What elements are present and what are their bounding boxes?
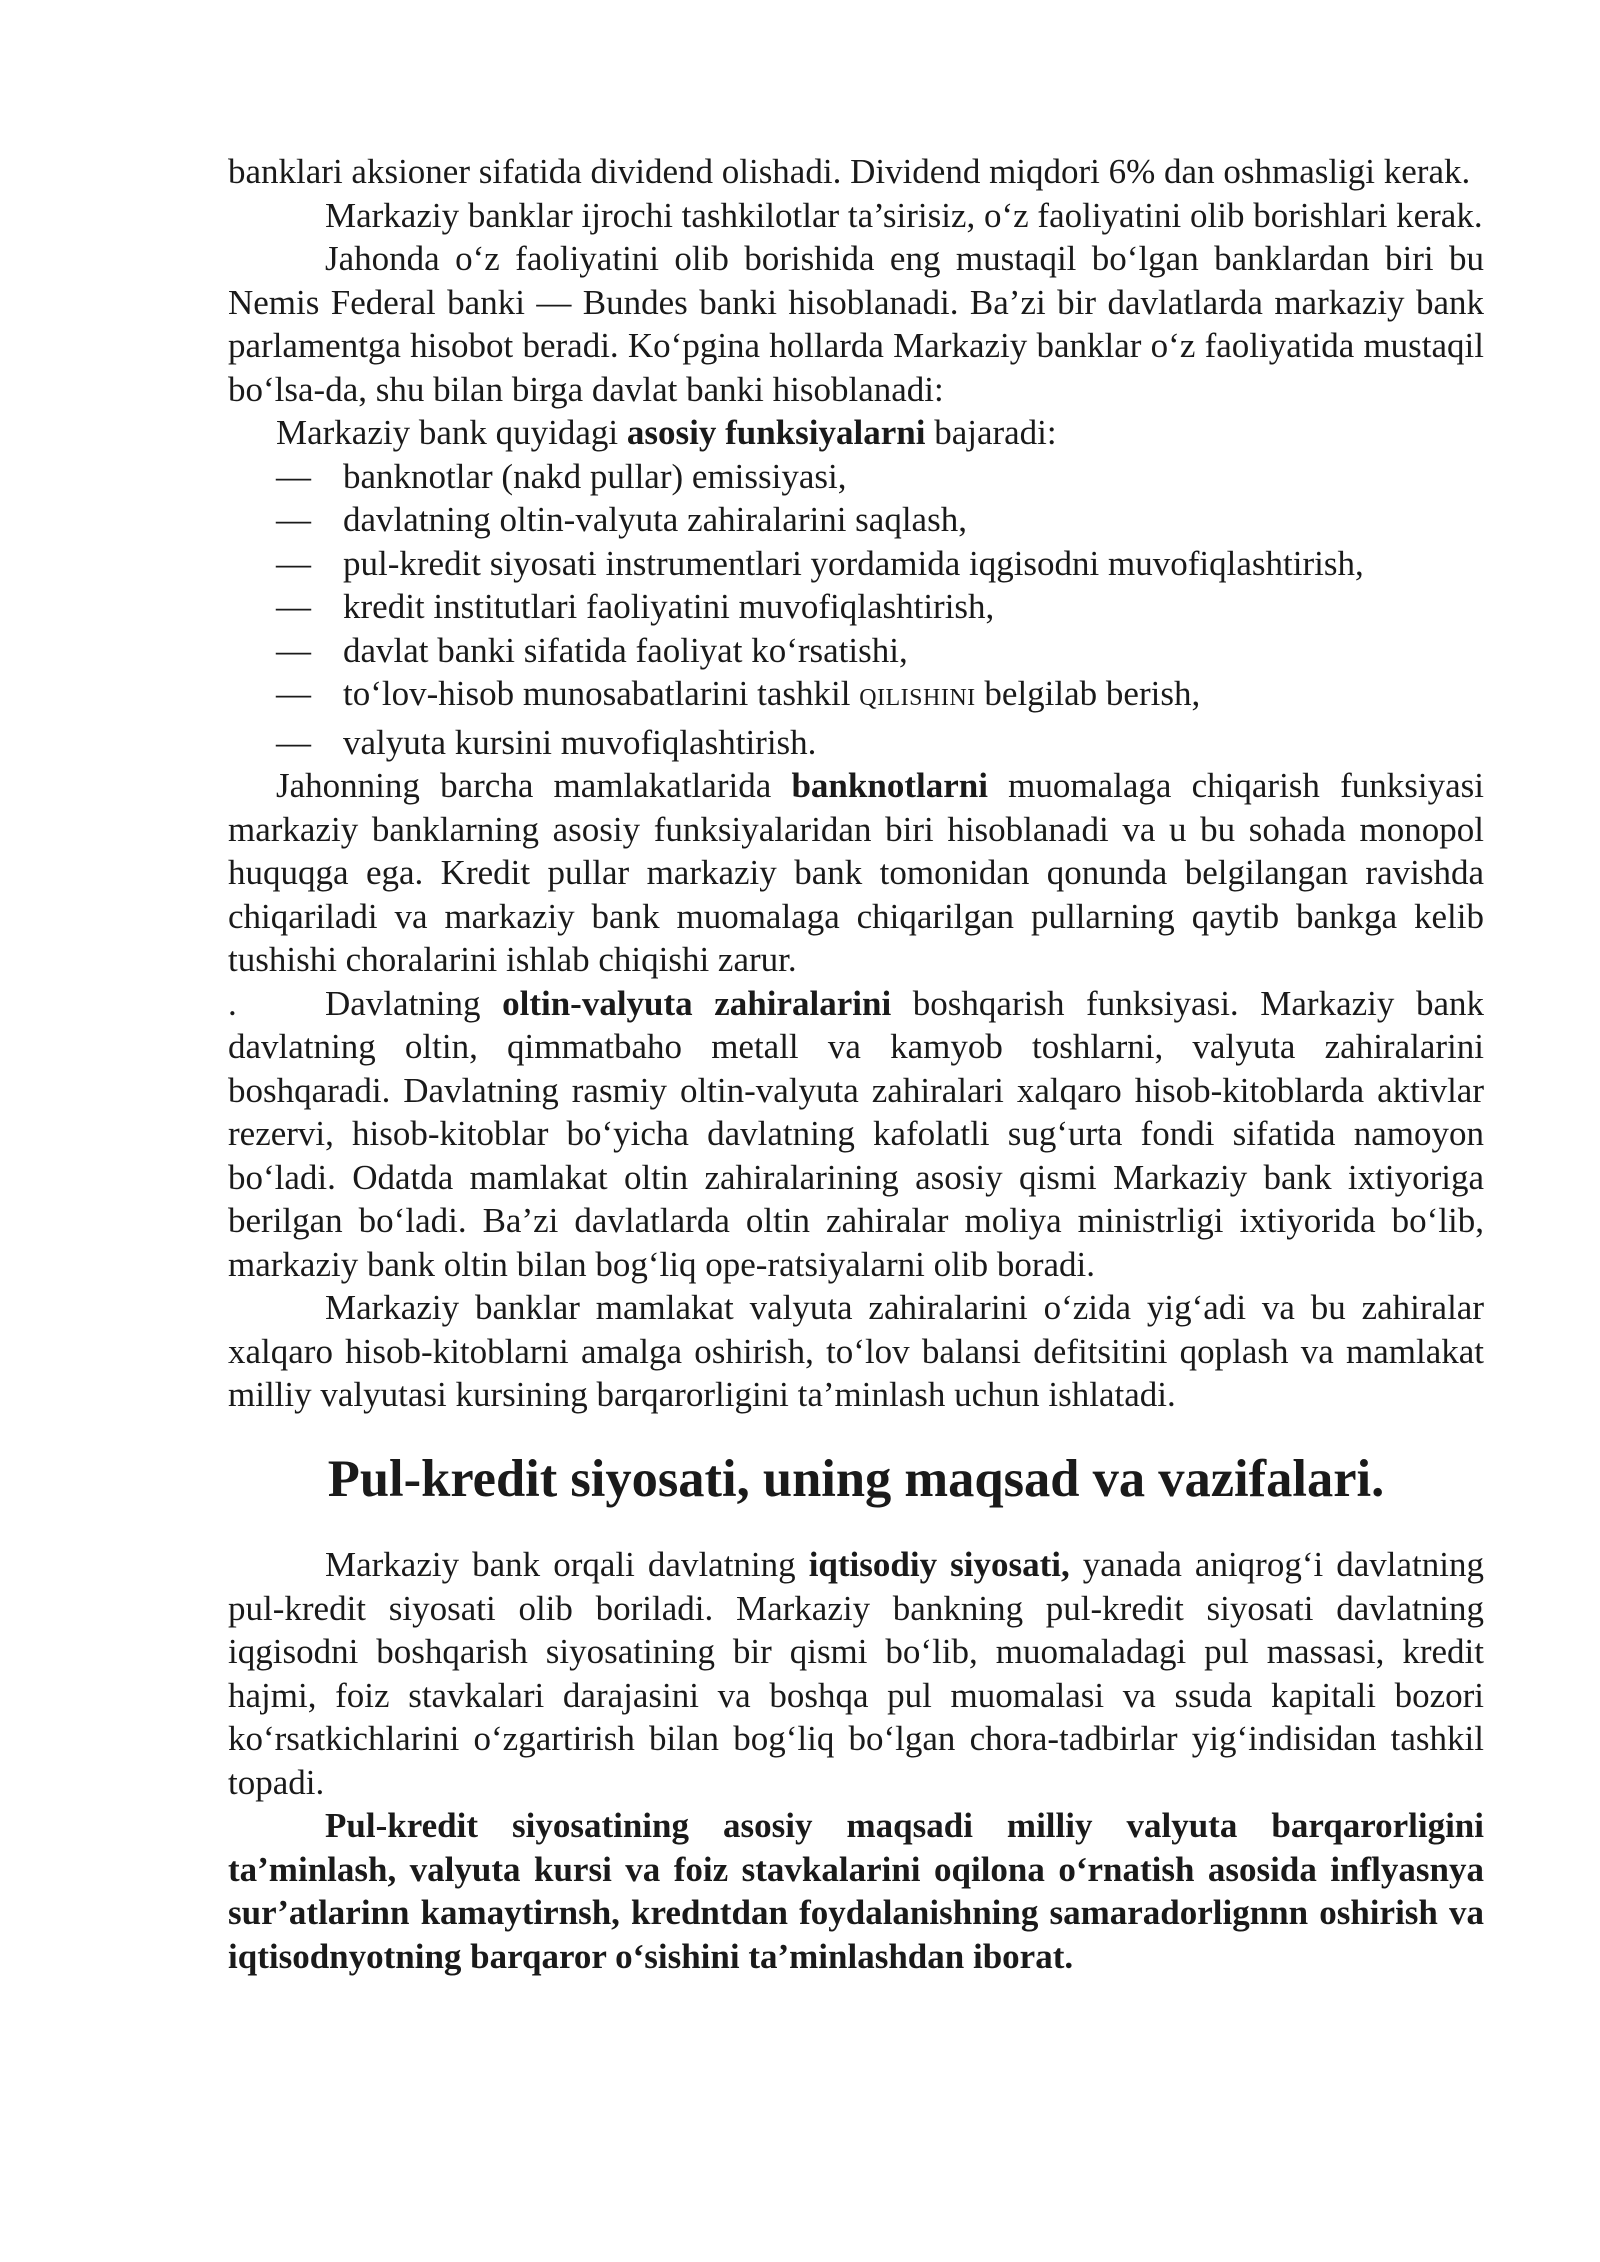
list-item-text: pul-kredit siyosati instrumentlari yordamida iqgisodni muvofiqlashtirish,	[343, 543, 1364, 583]
paragraph-independence: Markaziy banklar ijrochi tashkilotlar ta’sirisiz, o‘z faoliyatini olib borishlari kerak.	[325, 195, 1483, 235]
dash-marker: —	[276, 722, 311, 762]
list-item	[228, 455, 1484, 499]
paragraph-gold-reserves	[228, 982, 1484, 1287]
paragraph-bundesbank: Jahonda o‘z faoliyatini olib borishida eng mustaqil bo‘lgan banklardan biri bu Nemis Federal banki — Bundes banki hisoblanadi. Ba’zi bir davlatlarda markaziy bank parlamentga hisobot beradi. Ko‘pgina hollarda Markaziy banklar o‘z faoliyatida mustaqil bo‘lsa-da, shu bilan birga davlat banki hisoblanadi:	[228, 239, 1484, 409]
section-heading: Pul-kredit siyosati, uning maqsad va vazifalari.	[327, 1449, 1385, 1508]
list-item-text: davlat banki sifatida faoliyat ko‘rsatishi,	[343, 630, 908, 670]
list-item	[228, 585, 1484, 629]
list-item	[228, 721, 1484, 765]
list-item-text-pre: to‘lov-hisob munosabatlarini tashkil	[343, 674, 860, 713]
functions-intro-post: bajaradi:	[925, 413, 1057, 452]
list-item-text: banknotlar (nakd pullar) emissiyasi,	[343, 456, 847, 496]
dash-marker: —	[276, 587, 311, 626]
document-page	[228, 150, 1484, 1978]
paragraph-currency-reserves: Markaziy banklar mamlakat valyuta zahiralarini o‘zida yig‘adi va bu zahiralar xalqaro hisob-kitoblarni amalga oshirish, to‘lov balansi defitsitini qoplash va mamlakat milliy valyutasi kursining barqarorligini ta’minlash uchun ishlatadi.	[228, 1288, 1484, 1414]
list-item	[228, 629, 1484, 673]
banknotes-bold: banknotlarni	[791, 766, 988, 805]
paragraph-banknotes	[228, 764, 1484, 982]
paragraph-policy-goal: Pul-kredit siyosatining asosiy maqsadi milliy valyuta barqarorligini ta’minlash, valyuta kursi va foiz stavkalarini oqilona o‘rnatish asosida inflyasnya sur’atlarinn kamaytirnsh, kredntdan foydalanishning samaradorlignnn oshirish va iqtisodnyotning barqaror o‘sishini ta’minlashdan iborat.	[228, 1806, 1484, 1976]
dash-marker: —	[276, 456, 311, 496]
banknotes-post: muomalaga chiqarish funksiyasi markaziy banklarning asosiy funksiyalaridan biri hisoblanadi va u bu sohada monopol huquqga ega. Kredit pullar markaziy bank tomonidan qonunda belgilangan ravishda chiqariladi va markaziy bank muomalaga chiqarilgan pullarning qaytib bankga kelib tushishi choralarini ishlab chiqishi zarur.	[228, 766, 1485, 979]
functions-intro-bold: asosiy funksiyalarni	[626, 413, 926, 452]
monetary-policy-post: yanada aniqrog‘i davlatning pul-kredit siyosati olib boriladi. Markaziy bankning pul-kredit siyosati davlatning iqgisodni boshqarish siyosatining bir qismi bo‘lib, muomaladagi pul massasi, kredit hajmi, foiz stavkalari darajasini va boshqa pul muomalasi va ssuda kapitali bozori ko‘rsatkichlarini o‘zgartirish bilan bog‘liq bo‘lgan chora-tadbirlar yig‘indisidan tashkil topadi.	[228, 1545, 1485, 1802]
list-item-text-caps: QILISHINI	[859, 685, 976, 711]
functions-list	[228, 455, 1484, 765]
list-item-text: davlatning oltin-valyuta zahiralarini saqlash,	[343, 500, 967, 539]
list-item	[228, 498, 1484, 542]
list-item	[228, 542, 1484, 586]
gold-reserves-pre: Davlatning	[325, 983, 503, 1023]
dash-marker: —	[276, 500, 311, 539]
dash-marker: —	[276, 630, 311, 670]
paragraph-dividend: banklari aksioner sifatida dividend olishadi. Dividend miqdori 6% dan oshmasligi kerak.	[228, 152, 1471, 191]
dash-marker: —	[276, 674, 311, 713]
banknotes-pre: Jahonning barcha mamlakatlarida	[276, 766, 792, 805]
monetary-policy-bold: iqtisodiy siyosati,	[808, 1545, 1070, 1584]
paragraph-monetary-policy	[228, 1543, 1484, 1804]
list-item-text: valyuta kursini muvofiqlashtirish.	[343, 722, 817, 762]
monetary-policy-pre: Markaziy bank orqali davlatning	[325, 1545, 809, 1584]
paragraph-functions-intro	[228, 411, 1484, 455]
list-item-text: kredit institutlari faoliyatini muvofiqlashtirish,	[343, 587, 995, 626]
leading-dot: .	[228, 983, 237, 1023]
dash-marker: —	[276, 543, 311, 583]
functions-intro-pre: Markaziy bank quyidagi	[276, 413, 627, 452]
list-item-text-post: belgilab berish,	[975, 674, 1201, 713]
list-item	[228, 672, 1484, 721]
gold-reserves-post: boshqarish funksiyasi. Markaziy bank davlatning oltin, qimmatbaho metall va kamyob toshlarni, valyuta zahiralarini boshqaradi. Davlatning rasmiy oltin-valyuta zahiralari xalqaro hisob-kitoblarda aktivlar rezervi, hisob-kitoblar bo‘yicha davlatning kafolatli sug‘urta fondi sifatida namoyon bo‘ladi. Odatda mamlakat oltin zahiralarining asosiy qismi Markaziy bank ixtiyoriga berilgan bo‘ladi. Ba’zi davlatlarda oltin zahiralar moliya ministrligi ixtiyorida bo‘lib, markaziy bank oltin bilan bog‘liq ope-ratsiyalarni olib boradi.	[228, 983, 1484, 1284]
gold-reserves-bold: oltin-valyuta zahiralarini	[502, 983, 892, 1023]
